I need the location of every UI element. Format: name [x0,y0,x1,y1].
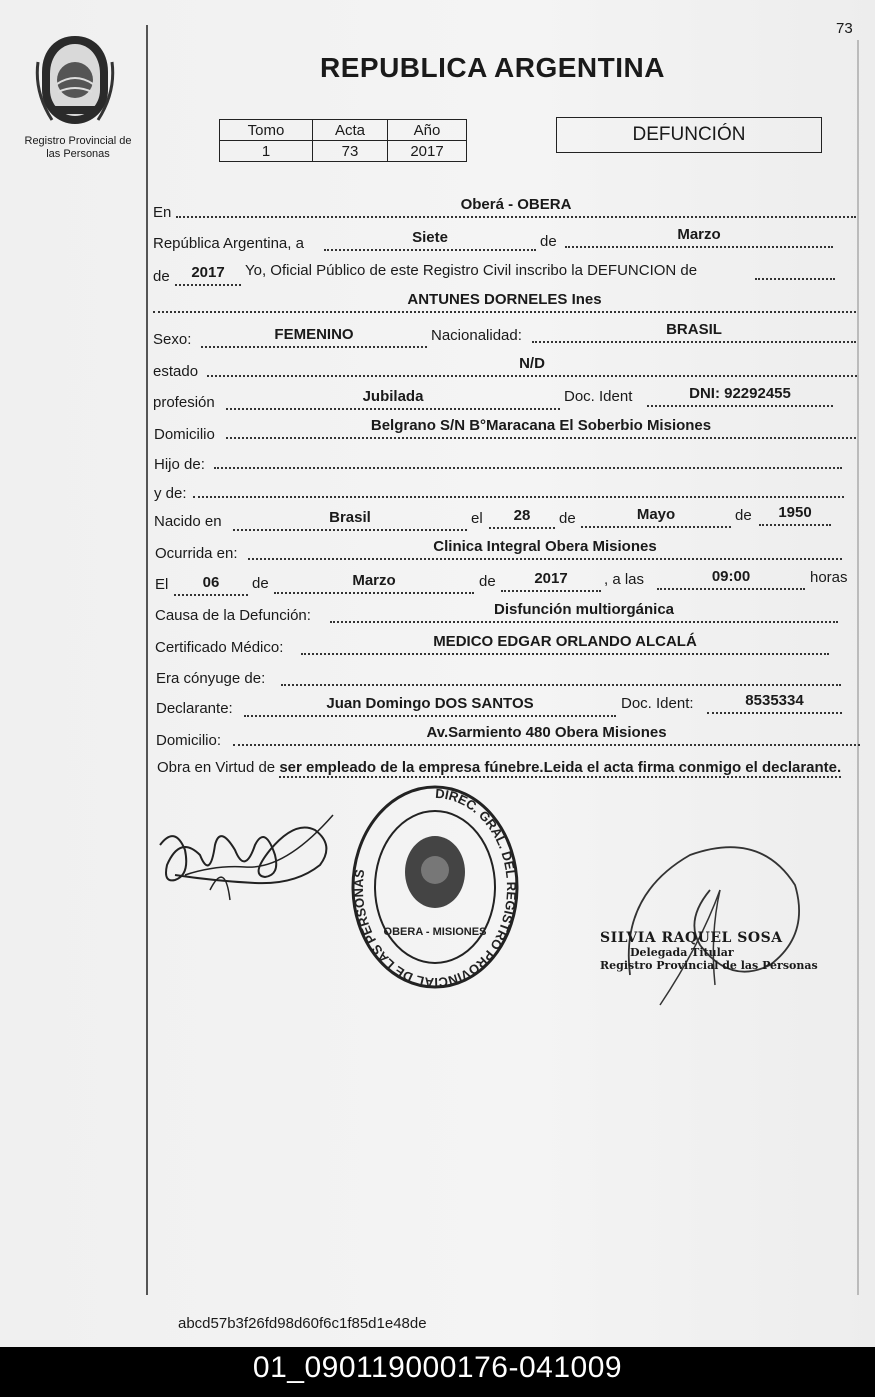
birth-day: 28 [489,507,555,529]
El-label: El [155,576,169,593]
nacionalidad-label: Nacionalidad: [431,327,522,344]
acta-table [219,119,467,162]
de-label-4: de [735,507,752,524]
sexo-value: FEMENINO [201,326,427,348]
year-value: 2017 [175,264,241,286]
day-word: Siete [324,229,536,251]
de-label-6: de [479,573,496,590]
nacido-value: Brasil [233,509,467,531]
tomo-header: Tomo [220,120,313,141]
domicilio2-label: Domicilio: [156,732,222,749]
official-role: Delegada Titular [630,946,734,959]
estado-value: N/D [207,355,857,377]
hijo-label: Hijo de: [154,456,205,473]
conyuge-label: Era cónyuge de: [156,670,266,687]
death-time: 09:00 [657,568,805,590]
alas-label: , a las [604,571,645,588]
declarante-label: Declarante: [156,700,233,717]
hijo-value [214,447,842,469]
ocurrida-label: Ocurrida en: [155,545,238,562]
death-year: 2017 [501,570,601,592]
certificado-label: Certificado Médico: [155,639,284,656]
birth-year: 1950 [759,504,831,526]
official-name-block [600,930,820,972]
oficial-blank [755,258,835,280]
anio-value: 2017 [388,141,467,162]
declarante-value: Juan Domingo DOS SANTOS [244,695,616,717]
obra-label: Obra en Virtud de [157,759,276,776]
official-signature [610,835,810,1010]
margin-line [146,25,148,1295]
stamp-inner-text: OBERA - MISIONES [383,926,487,938]
footer-id-bar [0,1347,875,1397]
en-label: En [153,204,172,221]
de-label-1: de [540,233,557,250]
official-name: SILVIA RAQUEL SOSA [600,930,783,946]
causa-label: Causa de la Defunción: [155,607,311,624]
de-label-2: de [153,268,170,285]
ocurrida-value: Clinica Integral Obera Misiones [248,538,842,560]
domicilio-label: Domicilio [154,426,215,443]
stamp-ring-text: DIREC. GRAL. DEL REGISTRO PROVINCIAL DE LAS PERSONAS [350,785,520,991]
certificado-value: MEDICO EDGAR ORLANDO ALCALÁ [301,633,829,655]
nacionalidad-value: BRASIL [532,321,856,343]
yde-label: y de: [154,485,187,502]
de-label-5: de [252,575,269,592]
horas-label: horas [810,569,848,586]
nacido-label: Nacido en [154,513,222,530]
tomo-value: 1 [220,141,313,162]
acta-header: Acta [313,120,388,141]
domicilio-value: Belgrano S/N B°Maracana El Soberbio Misiones [226,417,856,439]
province-emblem [34,32,116,128]
causa-value: Disfunción multiorgánica [330,601,838,623]
de-label-3: de [559,510,576,527]
anio-header: Año [388,120,467,141]
obra-paragraph [157,755,860,781]
conyuge-value [281,664,841,686]
sexo-label: Sexo: [153,331,192,348]
footer-id: 01_090119000176-041009 [252,1351,623,1384]
month-word: Marzo [565,226,833,248]
declarant-signature [155,805,340,910]
estado-label: estado [153,363,199,380]
doc-label: Doc. Ident [564,388,633,405]
acta-value: 73 [313,141,388,162]
yde-value [193,476,844,498]
republica-label: República Argentina, a [153,235,304,252]
death-day: 06 [174,574,248,596]
obra-value: ser empleado de la empresa fúnebre.Leida el acta firma conmigo el declarante. [279,759,842,776]
death-month: Marzo [274,572,474,594]
en-value: Oberá - OBERA [176,196,856,218]
doc2-label: Doc. Ident: [621,695,694,712]
profesion-value: Jubilada [226,388,560,410]
document-hash: abcd57b3f26fd98d60f6c1f85d1e48de [178,1315,427,1332]
domicilio2-value: Av.Sarmiento 480 Obera Misiones [233,724,860,746]
el-label: el [471,510,483,527]
record-type-box: DEFUNCIÓN [556,117,822,153]
deceased-name: ANTUNES DORNELES Ines [153,291,856,313]
registro-label: Registro Provincial de las Personas [24,135,132,160]
oficial-text: Yo, Oficial Público de este Registro Civil inscribo la DEFUNCION de [245,262,698,279]
page-number: 73 [836,20,853,37]
document-title: REPUBLICA ARGENTINA [320,52,665,83]
doc-value: DNI: 92292455 [647,385,833,407]
doc2-value: 8535334 [707,692,842,714]
birth-month: Mayo [581,506,731,528]
official-office: Registro Provincial de las Personas [600,959,818,972]
official-stamp [345,780,525,995]
profesion-label: profesión [153,394,215,411]
right-edge-line [857,40,859,1295]
